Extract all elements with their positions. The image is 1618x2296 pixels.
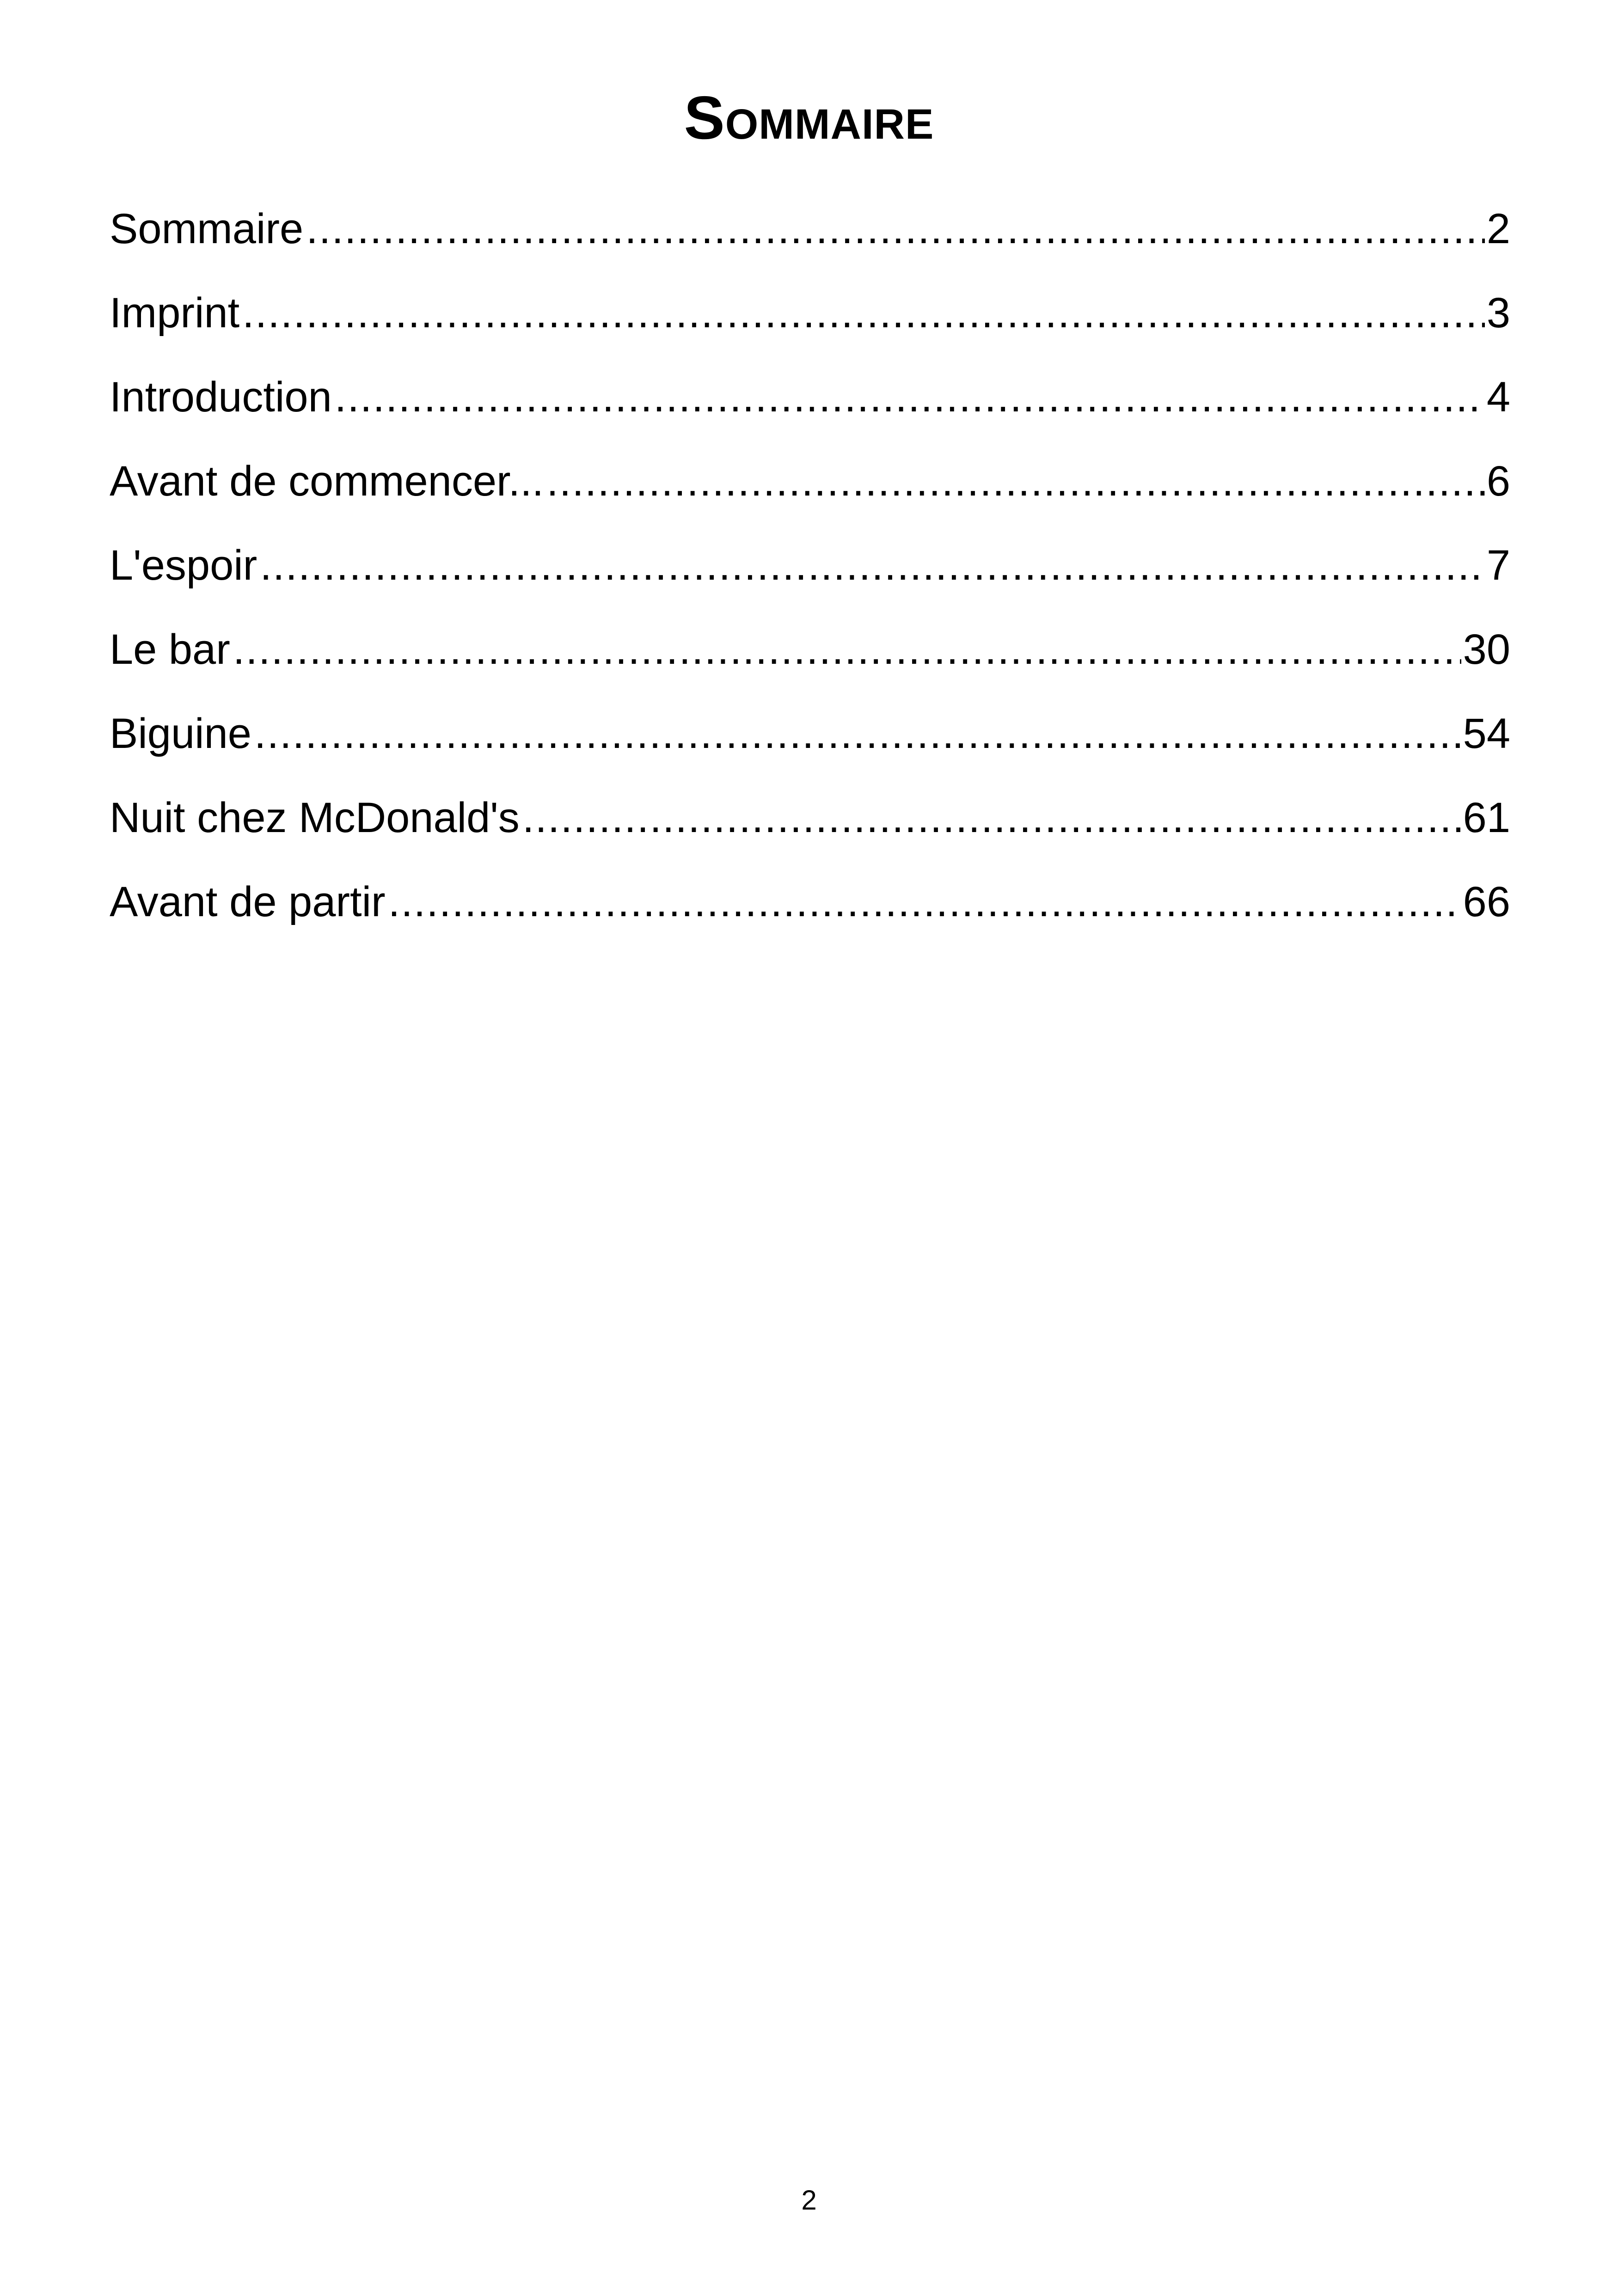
toc-entry-page: 61: [1463, 794, 1510, 841]
toc-dot-leader: [546, 451, 1485, 511]
toc-entry-page: 66: [1463, 878, 1510, 925]
toc-entry-label: Avant de commencer...: [110, 458, 544, 505]
toc-entry-avant-de-commencer[interactable]: [110, 451, 1510, 535]
table-of-contents: [110, 199, 1510, 956]
toc-entry-le-bar[interactable]: [110, 619, 1510, 704]
toc-entry-imprint[interactable]: [110, 283, 1510, 367]
toc-entry-page: 2: [1486, 205, 1510, 252]
toc-dot-leader: [260, 535, 1485, 595]
toc-entry-biguine[interactable]: [110, 704, 1510, 788]
toc-entry-label: L'espoir: [110, 542, 257, 589]
toc-entry-page: 7: [1486, 542, 1510, 589]
toc-entry-label: Imprint: [110, 289, 240, 337]
toc-entry-page: 30: [1463, 626, 1510, 673]
toc-dot-leader: [242, 283, 1485, 343]
toc-dot-leader: [233, 619, 1461, 680]
toc-entry-page: 54: [1463, 710, 1510, 757]
toc-entry-nuit-chez-mcdonalds[interactable]: [110, 788, 1510, 872]
toc-entry-sommaire[interactable]: [110, 199, 1510, 283]
toc-dot-leader: [388, 872, 1461, 932]
toc-entry-l-espoir[interactable]: [110, 535, 1510, 619]
toc-entry-label: Le bar: [110, 626, 230, 673]
toc-dot-leader: [306, 199, 1485, 259]
toc-entry-page: 6: [1486, 458, 1510, 505]
toc-entry-introduction[interactable]: [110, 367, 1510, 451]
toc-entry-page: 4: [1486, 373, 1510, 421]
toc-entry-label: Nuit chez McDonald's: [110, 794, 520, 841]
page-number: 2: [801, 2185, 817, 2216]
page-title: Sommaire: [684, 84, 934, 152]
toc-dot-leader: [522, 788, 1461, 848]
toc-entry-avant-de-partir[interactable]: [110, 872, 1510, 956]
toc-dot-leader: [335, 367, 1485, 427]
toc-entry-label: Avant de partir: [110, 878, 386, 925]
toc-entry-label: Introduction: [110, 373, 332, 421]
toc-dot-leader: [254, 704, 1461, 764]
toc-entry-page: 3: [1486, 289, 1510, 337]
toc-entry-label: Biguine: [110, 710, 251, 757]
toc-entry-label: Sommaire: [110, 205, 304, 252]
